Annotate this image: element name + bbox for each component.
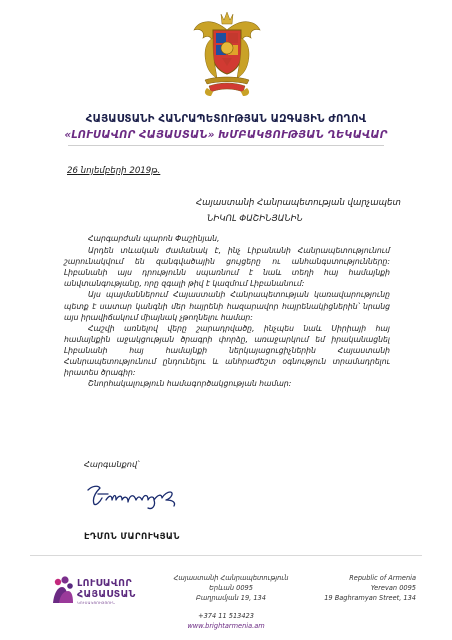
address-line: 19 Baghramyan Street, 134 — [324, 594, 416, 602]
address-line: Հայաստանի Հանրապետություն — [173, 574, 289, 582]
letter-body — [64, 233, 390, 389]
address-line: Republic of Armenia — [349, 574, 416, 582]
body-paragraph: Այս պայմաններում Հայաստանի Հանրապետության կառավարությունը պետք է սատար կանգնի մեր հայրենի հազարավոր հայրենակիցներին՝ նրանց այս իրավիճակում միայնակ չթողնելու համար: — [64, 290, 390, 322]
logo-tagline: ԿՈՒՍԱԿՑՈՒԹՅՈՒՆ — [77, 601, 116, 605]
faction-leader-subtitle: «ԼՈՒՍԱՎՈՐ ՀԱՅԱՍՏԱՆ» ԽՄԲԱԿՑՈՒԹՅԱՆ ՂԵԿԱՎԱՐ — [64, 130, 388, 141]
date-day: 26 — [67, 166, 78, 176]
body-paragraph: Արդեն տևական ժամանակ է, ինչ Լիբանանի Հանրապետությունում շարունակվում են զանգվածային ցույցերը ու անհանգստությունները: Լիբանանի այս դրությունն սպառնում է նաև տեղի հայ համայնքի անվտանգությանը, որը զգալի թիվ է կազմում Լիբանանում: — [64, 246, 390, 289]
recipient-title: Հայաստանի Հանրապետության վարչապետ — [196, 198, 401, 208]
phone-number: +374 11 513423 — [198, 612, 254, 620]
contact-info — [0, 612, 452, 631]
address-line: Yerevan 0095 — [370, 584, 416, 592]
coat-of-arms-emblem — [191, 8, 263, 100]
logo-text-line2: ՀԱՅԱՍՏԱՆ — [77, 589, 136, 600]
footer-divider — [30, 555, 422, 556]
bright-armenia-logo — [50, 575, 136, 607]
website-link[interactable]: www.brightarmenia.am — [187, 621, 265, 630]
signer-name: ԷԴՄՈՆ ՄԱՐՈՒԿՅԱՆ — [84, 532, 180, 542]
address-line: Բաղրամյան 19, 134 — [196, 594, 266, 602]
party-logo-mark — [50, 575, 74, 605]
body-paragraph: Շնորհակալություն համագործակցության համար: — [88, 379, 292, 389]
letter-date — [67, 166, 160, 176]
date-month-year: նոյեմբերի 2019թ. — [77, 166, 161, 176]
recipient-name: ՆԻԿՈԼ ՓԱՇԻՆՅԱՆԻՆ — [207, 214, 303, 224]
organization-title: ՀԱՅԱՍՏԱՆԻ ՀԱՆՐԱՊԵՏՈՒԹՅԱՆ ԱԶԳԱՅԻՆ ԺՈՂՈՎ — [85, 114, 367, 125]
address-english — [318, 573, 416, 603]
address-armenian — [168, 573, 294, 603]
header-divider — [68, 145, 384, 146]
body-paragraph: Հաշվի առնելով վերը շարադրվածը, ինչպես նաև Սիրիայի հայ համայնքին աջակցության ծրագրի փորձը, առաջարկում եմ իրականացնել Լիբանանի հայ համայնքի ներկայացուցիչներին Հայաստանի Հանրապետությունում ընդունելու և անհրաժեշտ օգնություն տրամադրելու իրատես ծրագիր: — [64, 323, 390, 378]
handwritten-signature — [82, 476, 184, 516]
salutation: Հարգարժան պարոն Փաշինյան, — [88, 234, 220, 243]
address-line: Երևան 0095 — [209, 584, 253, 592]
logo-text-line1: ԼՈՒՍԱՎՈՐ — [77, 578, 132, 589]
closing-phrase: Հարգանքով՝ — [84, 459, 140, 469]
